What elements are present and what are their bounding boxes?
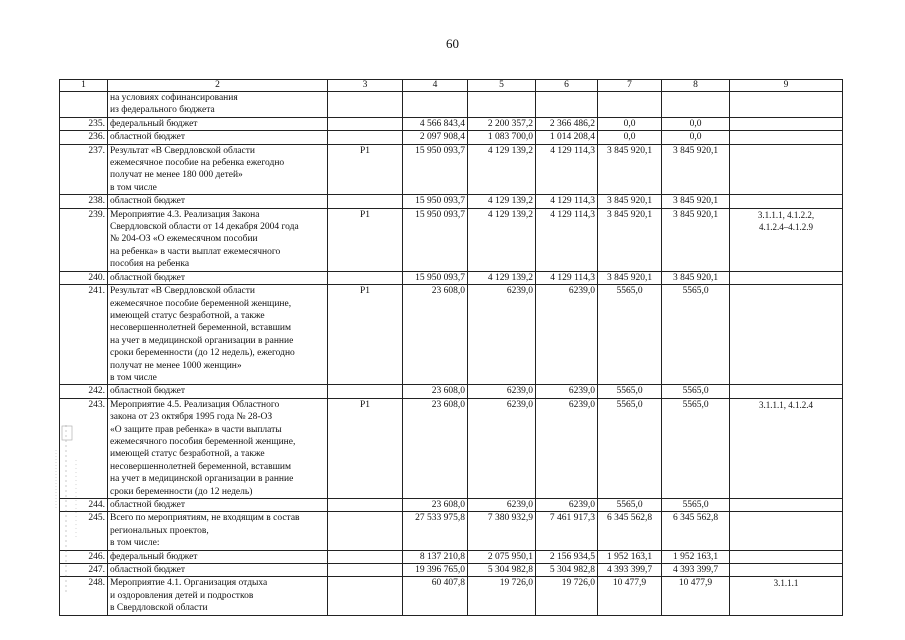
column-header-8: 8 <box>662 80 730 92</box>
row-number: 248. <box>60 577 108 615</box>
value-col-7: 1 952 163,1 <box>598 550 662 563</box>
table-row <box>60 550 843 563</box>
column-header-1: 1 <box>60 80 108 92</box>
row-number: 237. <box>60 144 108 195</box>
value-col-7 <box>598 92 662 118</box>
value-col-7: 3 845 920,1 <box>598 144 662 195</box>
value-col-5: 2 200 357,2 <box>468 117 536 130</box>
value-col-7: 3 845 920,1 <box>598 271 662 284</box>
table-row <box>60 564 843 577</box>
value-col-7: 10 477,9 <box>598 577 662 615</box>
value-col-8: 3 845 920,1 <box>662 144 730 195</box>
value-col-6: 4 129 114,3 <box>536 144 598 195</box>
row-number: 242. <box>60 385 108 398</box>
value-col-4: 15 950 093,7 <box>403 271 468 284</box>
column-header-6: 6 <box>536 80 598 92</box>
row-reference: 3.1.1.1, 4.1.2.4 <box>730 398 843 498</box>
value-col-5: 6239,0 <box>468 385 536 398</box>
value-col-4: 8 137 210,8 <box>403 550 468 563</box>
row-reference <box>730 195 843 208</box>
value-col-5: 4 129 139,2 <box>468 144 536 195</box>
column-header-9: 9 <box>730 80 843 92</box>
value-col-8: 5565,0 <box>662 499 730 512</box>
row-number <box>60 92 108 118</box>
row-code <box>328 550 403 563</box>
row-code <box>328 564 403 577</box>
value-col-7: 0,0 <box>598 131 662 144</box>
row-reference <box>730 144 843 195</box>
table-row <box>60 92 843 118</box>
row-reference <box>730 271 843 284</box>
row-number: 236. <box>60 131 108 144</box>
table-body <box>60 92 843 616</box>
value-col-6: 4 129 114,3 <box>536 208 598 271</box>
row-number: 241. <box>60 285 108 385</box>
row-description: областной бюджет <box>108 564 328 577</box>
row-reference <box>730 285 843 385</box>
value-col-5: 4 129 139,2 <box>468 195 536 208</box>
row-reference: 3.1.1.1, 4.1.2.2, 4.1.2.4–4.1.2.9 <box>730 208 843 271</box>
value-col-8: 5565,0 <box>662 285 730 385</box>
value-col-8: 3 845 920,1 <box>662 208 730 271</box>
table-row <box>60 117 843 130</box>
value-col-7: 5565,0 <box>598 285 662 385</box>
value-col-4: 23 608,0 <box>403 398 468 498</box>
row-number: 240. <box>60 271 108 284</box>
value-col-4: 19 396 765,0 <box>403 564 468 577</box>
value-col-4: 23 608,0 <box>403 499 468 512</box>
value-col-6: 6239,0 <box>536 385 598 398</box>
row-number: 247. <box>60 564 108 577</box>
table-row <box>60 512 843 550</box>
table-header-row <box>60 80 843 92</box>
row-code <box>328 195 403 208</box>
value-col-6: 19 726,0 <box>536 577 598 615</box>
value-col-6 <box>536 92 598 118</box>
value-col-6: 4 129 114,3 <box>536 195 598 208</box>
row-reference <box>730 499 843 512</box>
value-col-8: 4 393 399,7 <box>662 564 730 577</box>
value-col-7: 6 345 562,8 <box>598 512 662 550</box>
row-reference <box>730 385 843 398</box>
row-code: Р1 <box>328 398 403 498</box>
value-col-4: 15 950 093,7 <box>403 144 468 195</box>
row-number: 239. <box>60 208 108 271</box>
row-reference <box>730 564 843 577</box>
row-description: Результат «В Свердловской области ежемесячное пособие беременной женщине, имеющей статус безработной, а также несовершеннолетней беременной, вставшим на учет в медицинской организации в ранние сроки беременности (до 12 недель), ежегодно получат не менее 1000 женщин» в том числе <box>108 285 328 385</box>
row-code <box>328 131 403 144</box>
value-col-8: 10 477,9 <box>662 577 730 615</box>
row-number: 243. <box>60 398 108 498</box>
table-row <box>60 285 843 385</box>
value-col-8: 5565,0 <box>662 398 730 498</box>
value-col-8: 5565,0 <box>662 385 730 398</box>
table-row <box>60 144 843 195</box>
value-col-4: 15 950 093,7 <box>403 195 468 208</box>
row-code <box>328 271 403 284</box>
value-col-6: 4 129 114,3 <box>536 271 598 284</box>
value-col-4: 15 950 093,7 <box>403 208 468 271</box>
row-description: федеральный бюджет <box>108 117 328 130</box>
value-col-8: 3 845 920,1 <box>662 271 730 284</box>
row-reference <box>730 92 843 118</box>
value-col-7: 4 393 399,7 <box>598 564 662 577</box>
row-code <box>328 385 403 398</box>
value-col-7: 5565,0 <box>598 385 662 398</box>
value-col-5: 2 075 950,1 <box>468 550 536 563</box>
row-code: Р1 <box>328 285 403 385</box>
row-code: Р1 <box>328 144 403 195</box>
row-number: 235. <box>60 117 108 130</box>
value-col-5: 6239,0 <box>468 398 536 498</box>
value-col-6: 2 156 934,5 <box>536 550 598 563</box>
table-row <box>60 385 843 398</box>
column-header-5: 5 <box>468 80 536 92</box>
row-code <box>328 512 403 550</box>
table-row <box>60 208 843 271</box>
value-col-5: 5 304 982,8 <box>468 564 536 577</box>
value-col-4: 2 097 908,4 <box>403 131 468 144</box>
row-code <box>328 117 403 130</box>
row-code: Р1 <box>328 208 403 271</box>
row-number: 238. <box>60 195 108 208</box>
value-col-4: 23 608,0 <box>403 385 468 398</box>
row-code <box>328 92 403 118</box>
row-reference <box>730 131 843 144</box>
row-description: областной бюджет <box>108 271 328 284</box>
value-col-4 <box>403 92 468 118</box>
value-col-8: 0,0 <box>662 117 730 130</box>
row-description: Мероприятие 4.3. Реализация Закона Свердловской области от 14 декабря 2004 года № 204-ОЗ «О ежемесячном пособии на ребенка» в части выплат ежемесячного пособия на ребенка <box>108 208 328 271</box>
row-description: Всего по мероприятиям, не входящим в состав региональных проектов, в том числе: <box>108 512 328 550</box>
row-code <box>328 499 403 512</box>
row-number: 246. <box>60 550 108 563</box>
value-col-7: 5565,0 <box>598 398 662 498</box>
budget-table <box>59 79 843 616</box>
table-row <box>60 577 843 615</box>
column-header-7: 7 <box>598 80 662 92</box>
row-code <box>328 577 403 615</box>
row-reference <box>730 512 843 550</box>
table-row <box>60 271 843 284</box>
row-reference: 3.1.1.1 <box>730 577 843 615</box>
row-number: 244. <box>60 499 108 512</box>
value-col-5: 1 083 700,0 <box>468 131 536 144</box>
value-col-7: 3 845 920,1 <box>598 208 662 271</box>
column-header-4: 4 <box>403 80 468 92</box>
column-header-2: 2 <box>108 80 328 92</box>
value-col-5 <box>468 92 536 118</box>
value-col-7: 5565,0 <box>598 499 662 512</box>
row-description: Результат «В Свердловской области ежемесячное пособие на ребенка ежегодно получат не менее 180 000 детей» в том числе <box>108 144 328 195</box>
value-col-8: 0,0 <box>662 131 730 144</box>
value-col-8 <box>662 92 730 118</box>
value-col-6: 6239,0 <box>536 398 598 498</box>
row-description: на условиях софинансирования из федерального бюджета <box>108 92 328 118</box>
value-col-8: 6 345 562,8 <box>662 512 730 550</box>
row-description: областной бюджет <box>108 499 328 512</box>
row-reference <box>730 550 843 563</box>
value-col-6: 2 366 486,2 <box>536 117 598 130</box>
value-col-7: 0,0 <box>598 117 662 130</box>
row-reference <box>730 117 843 130</box>
table-row <box>60 398 843 498</box>
value-col-5: 4 129 139,2 <box>468 208 536 271</box>
value-col-6: 6239,0 <box>536 499 598 512</box>
value-col-5: 19 726,0 <box>468 577 536 615</box>
table-row <box>60 499 843 512</box>
table-row <box>60 195 843 208</box>
value-col-4: 27 533 975,8 <box>403 512 468 550</box>
row-description: областной бюджет <box>108 195 328 208</box>
row-description: областной бюджет <box>108 385 328 398</box>
value-col-8: 3 845 920,1 <box>662 195 730 208</box>
value-col-6: 6239,0 <box>536 285 598 385</box>
value-col-5: 6239,0 <box>468 499 536 512</box>
value-col-6: 1 014 208,4 <box>536 131 598 144</box>
value-col-5: 6239,0 <box>468 285 536 385</box>
value-col-7: 3 845 920,1 <box>598 195 662 208</box>
table-row <box>60 131 843 144</box>
value-col-8: 1 952 163,1 <box>662 550 730 563</box>
page-number: 60 <box>446 36 459 51</box>
value-col-6: 7 461 917,3 <box>536 512 598 550</box>
value-col-4: 4 566 843,4 <box>403 117 468 130</box>
row-description: Мероприятие 4.1. Организация отдыха и оздоровления детей и подростков в Свердловской области <box>108 577 328 615</box>
row-number: 245. <box>60 512 108 550</box>
row-description: федеральный бюджет <box>108 550 328 563</box>
value-col-4: 23 608,0 <box>403 285 468 385</box>
value-col-4: 60 407,8 <box>403 577 468 615</box>
value-col-5: 7 380 932,9 <box>468 512 536 550</box>
row-description: Мероприятие 4.5. Реализация Областного закона от 23 октября 1995 года № 28-ОЗ «О защите прав ребенка» в части выплаты ежемесячного пособия беременной женщине, имеющей статус безработной, а также несовершеннолетней беременной, вставшим на учет в медицинской организации в ранние сроки беременности (до 12 недель) <box>108 398 328 498</box>
column-header-3: 3 <box>328 80 403 92</box>
margin-stamp <box>48 420 84 600</box>
value-col-6: 5 304 982,8 <box>536 564 598 577</box>
value-col-5: 4 129 139,2 <box>468 271 536 284</box>
row-description: областной бюджет <box>108 131 328 144</box>
